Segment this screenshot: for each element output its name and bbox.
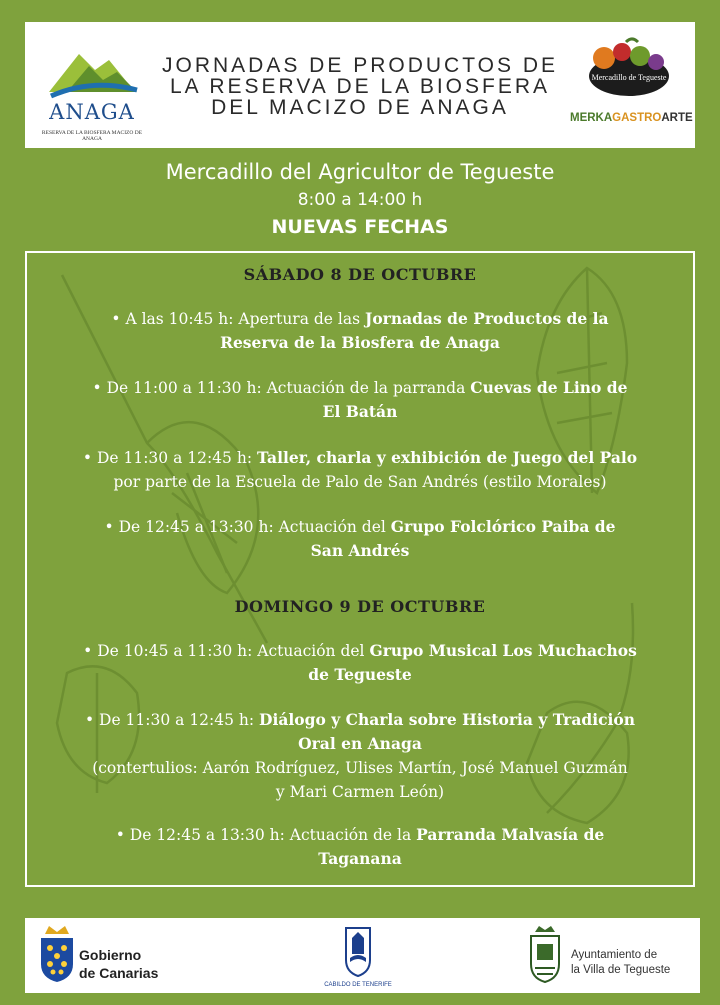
- schedule-line: [27, 823, 693, 847]
- schedule-line: [27, 470, 693, 494]
- merkagastroarte-logo: [570, 36, 693, 136]
- schedule-text: • A las 10:45 h: Apertura de las: [111, 310, 365, 328]
- market-hours: 8:00 a 14:00 h: [297, 190, 423, 210]
- schedule-text: (contertulios: Aarón Rodríguez, Ulises Martín, José Manuel Guzmán: [92, 759, 628, 777]
- schedule-highlight: Cuevas de Lino de: [470, 378, 628, 397]
- schedule-text: y Mari Carmen León): [275, 783, 445, 801]
- schedule-item: [27, 708, 693, 804]
- gobierno-canarias-logo: [37, 924, 187, 990]
- event-title-line: DEL MACIZO DE ANAGA: [211, 96, 509, 119]
- schedule-line: [27, 708, 693, 732]
- schedule-panel: [25, 251, 695, 887]
- schedule-highlight: Reserva de la Biosfera de Anaga: [220, 333, 500, 352]
- schedule-line: [27, 376, 693, 400]
- schedule-line: [27, 847, 693, 871]
- merka-word-part: ARTE: [661, 112, 693, 124]
- schedule-item: [27, 639, 693, 687]
- gobierno-canarias-text: [79, 946, 158, 982]
- schedule-item: [27, 515, 693, 563]
- schedule-item: [27, 446, 693, 494]
- schedule-item: [27, 307, 693, 355]
- schedule-highlight: Jornadas de Productos de la: [364, 309, 609, 328]
- schedule-highlight: Grupo Folclórico Paiba de: [390, 517, 616, 536]
- anaga-logo-text: ANAGA: [49, 100, 135, 124]
- schedule-highlight: El Batán: [322, 402, 398, 421]
- mountain-icon: [37, 40, 147, 102]
- fruit-basket-icon: [570, 36, 688, 110]
- schedule-text: • De 11:30 a 12:45 h:: [84, 711, 260, 729]
- canarias-coat-of-arms-icon: [37, 924, 77, 984]
- event-title-line: JORNADAS DE PRODUCTOS DE: [162, 54, 558, 77]
- cabildo-shield-icon: [324, 924, 392, 988]
- schedule-line: [27, 663, 693, 687]
- schedule-text: • De 10:45 a 11:30 h: Actuación del: [83, 642, 370, 660]
- schedule-item: [27, 823, 693, 871]
- ayuntamiento-tegueste-logo: [525, 924, 695, 990]
- schedule-line: [27, 756, 693, 780]
- schedule-line: [27, 515, 693, 539]
- gobierno-line: Gobierno: [79, 947, 142, 963]
- schedule-line: [27, 400, 693, 424]
- schedule-line: [27, 331, 693, 355]
- schedule-text: • De 11:30 a 12:45 h:: [82, 449, 257, 467]
- merkagastroarte-wordmark: [570, 112, 693, 124]
- anaga-tagline: RESERVA DE LA BIOSFERA MACIZO DE ANAGA: [41, 130, 143, 142]
- schedule-line: [27, 307, 693, 331]
- schedule-text: • De 12:45 a 13:30 h: Actuación de la: [115, 826, 417, 844]
- schedule-line: [27, 732, 693, 756]
- schedule-line: [27, 539, 693, 563]
- schedule-highlight: Diálogo y Charla sobre Historia y Tradición: [259, 710, 636, 729]
- header-banner: [25, 22, 695, 148]
- schedule-highlight: Oral en Anaga: [298, 734, 422, 753]
- merka-word-part: GASTRO: [612, 112, 662, 124]
- event-title-line: LA RESERVA DE LA BIOSFERA: [169, 75, 551, 98]
- schedule-line: [27, 780, 693, 804]
- schedule-highlight: Parranda Malvasía de: [416, 825, 605, 844]
- schedule-text: • De 12:45 a 13:30 h: Actuación del: [104, 518, 391, 536]
- schedule-highlight: Grupo Musical Los Muchachos: [369, 641, 637, 660]
- schedule-text: por parte de la Escuela de Palo de San Andrés (estilo Morales): [113, 473, 607, 491]
- cabildo-text: CABILDO DE TENERIFE: [324, 982, 392, 988]
- footer-sponsors: [25, 918, 700, 993]
- day-heading: DOMINGO 9 DE OCTUBRE: [234, 597, 486, 616]
- ayuntamiento-line: la Villa de Tegueste: [571, 964, 671, 976]
- gobierno-line: de Canarias: [79, 965, 159, 981]
- ayuntamiento-text: [571, 948, 670, 978]
- schedule-highlight: Taller, charla y exhibición de Juego del Palo: [256, 448, 638, 467]
- ayuntamiento-line: Ayuntamiento de: [571, 949, 658, 961]
- tegueste-coat-of-arms-icon: [525, 924, 565, 988]
- schedule-line: [27, 446, 693, 470]
- cabildo-tenerife-logo: [324, 924, 392, 988]
- event-title: [155, 55, 565, 118]
- market-name: Mercadillo del Agricultor de Tegueste: [165, 160, 555, 184]
- schedule-highlight: Taganana: [318, 849, 402, 868]
- anaga-logo: [37, 40, 147, 140]
- schedule-highlight: San Andrés: [310, 541, 410, 560]
- day-heading: SÁBADO 8 DE OCTUBRE: [243, 265, 477, 284]
- new-dates-label: NUEVAS FECHAS: [271, 216, 449, 238]
- schedule-line: [27, 639, 693, 663]
- schedule-highlight: de Tegueste: [308, 665, 412, 684]
- merka-word-part: MERKA: [570, 112, 613, 124]
- schedule-text: • De 11:00 a 11:30 h: Actuación de la parranda: [92, 379, 471, 397]
- merka-circle-text: Mercadillo de Tegueste: [591, 73, 667, 82]
- schedule-item: [27, 376, 693, 424]
